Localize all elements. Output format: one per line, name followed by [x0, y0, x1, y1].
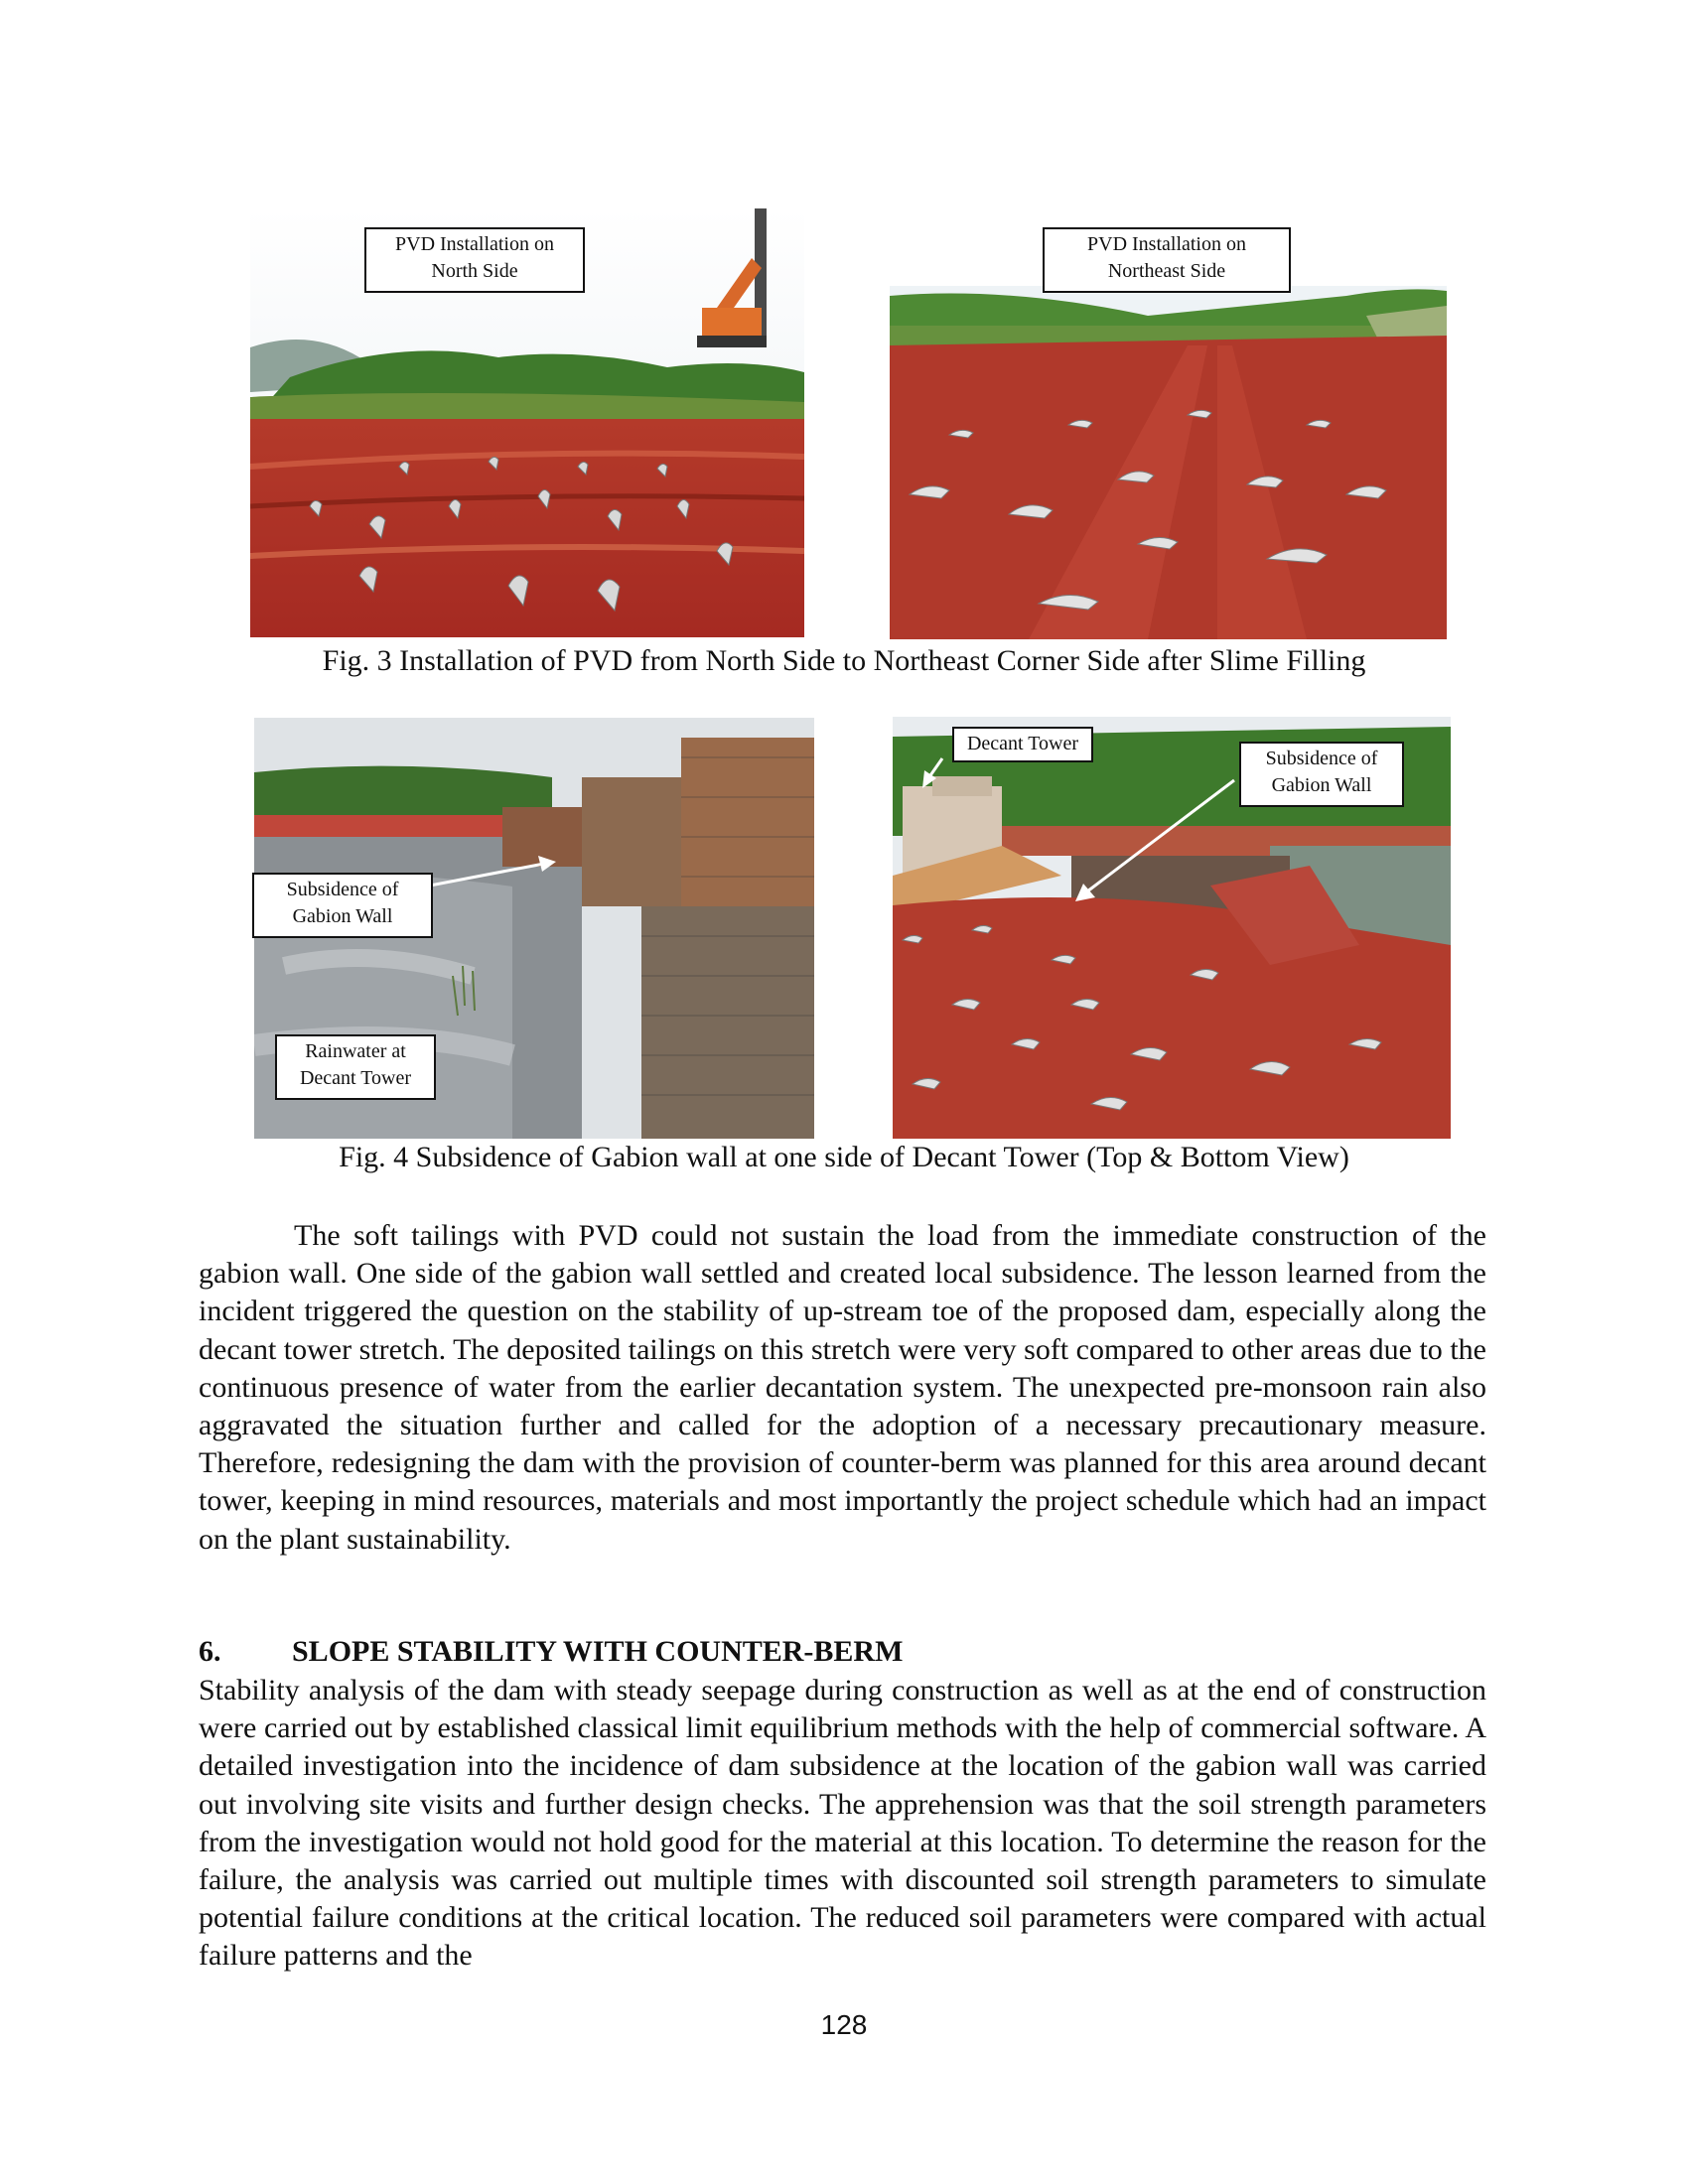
section-number: 6. — [199, 1635, 221, 1668]
paragraph-1-text: The soft tailings with PVD could not sustain the load from the immediate construction of the gabion wall. One side of the gabion wall settled and created local subsidence. The lesson learned from the incident triggered the question on the stability of up-stream toe of the proposed dam, especially along the decant tower stretch. The deposited tailings on this stretch were very soft compared to other areas due to the continuous presence of water from the earlier decantation system. The unexpected pre-monsoon rain also aggravated the situation further and called for the adoption of a necessary precautionary measure. Therefore, redesigning the dam with the provision of counter-berm was planned for this area around decant tower, keeping in mind resources, materials and most importantly the project schedule which had an impact on the plant sustainability. — [199, 1219, 1486, 1556]
fig3-northeast-photo-illustration — [890, 286, 1447, 639]
section-6-heading — [199, 1634, 903, 1670]
callout-line: Decant Tower — [966, 733, 1079, 754]
callout-line: PVD Installation on — [395, 233, 554, 255]
paragraph-1 — [199, 1217, 1486, 1559]
callout-line: North Side — [431, 260, 518, 282]
fig3-callout-northeast — [1043, 227, 1291, 293]
paragraph-2 — [199, 1672, 1486, 1976]
callout-line: Gabion Wall — [1271, 774, 1372, 796]
fig3-photo-northeast-side — [890, 286, 1447, 639]
callout-line: PVD Installation on — [1087, 233, 1246, 255]
section-title: SLOPE STABILITY WITH COUNTER-BERM — [292, 1635, 904, 1668]
fig4-callout-subsidence-right — [1239, 742, 1404, 807]
callout-line: Decant Tower — [299, 1067, 412, 1089]
callout-line: Subsidence of — [286, 879, 399, 900]
page-number: 128 — [820, 2009, 868, 2040]
fig3-callout-north — [364, 227, 585, 293]
figure-3-caption: Fig. 3 Installation of PVD from North Side to Northeast Corner Side after Slime Filling — [322, 644, 1366, 677]
fig4-callout-rainwater — [275, 1034, 436, 1100]
callout-line: Gabion Wall — [292, 905, 393, 927]
callout-line: Rainwater at — [305, 1040, 406, 1062]
fig4-callout-decant-tower — [952, 727, 1093, 762]
fig4-left-arrow — [425, 852, 564, 891]
callout-line: Subsidence of — [1265, 748, 1378, 769]
figure-4-caption: Fig. 4 Subsidence of Gabion wall at one side of Decant Tower (Top & Bottom View) — [339, 1141, 1349, 1173]
fig4-callout-subsidence-left — [252, 873, 433, 938]
paragraph-2-text: Stability analysis of the dam with steady seepage during construction as well as at the end of construction were carried out by established classical limit equilibrium methods with the help of commercial software. A detailed investigation into the incidence of dam subsidence at the location of the gabion wall was carried out involving site visits and further design checks. The apprehension was that the soil strength parameters from the investigation would not hold good for the material at this location. To determine the reason for the failure, the analysis was carried out multiple times with discounted soil strength parameters to simulate potential failure conditions at the critical location. The reduced soil parameters were compared with actual failure patterns and the — [199, 1674, 1486, 1973]
callout-line: Northeast Side — [1107, 260, 1226, 282]
